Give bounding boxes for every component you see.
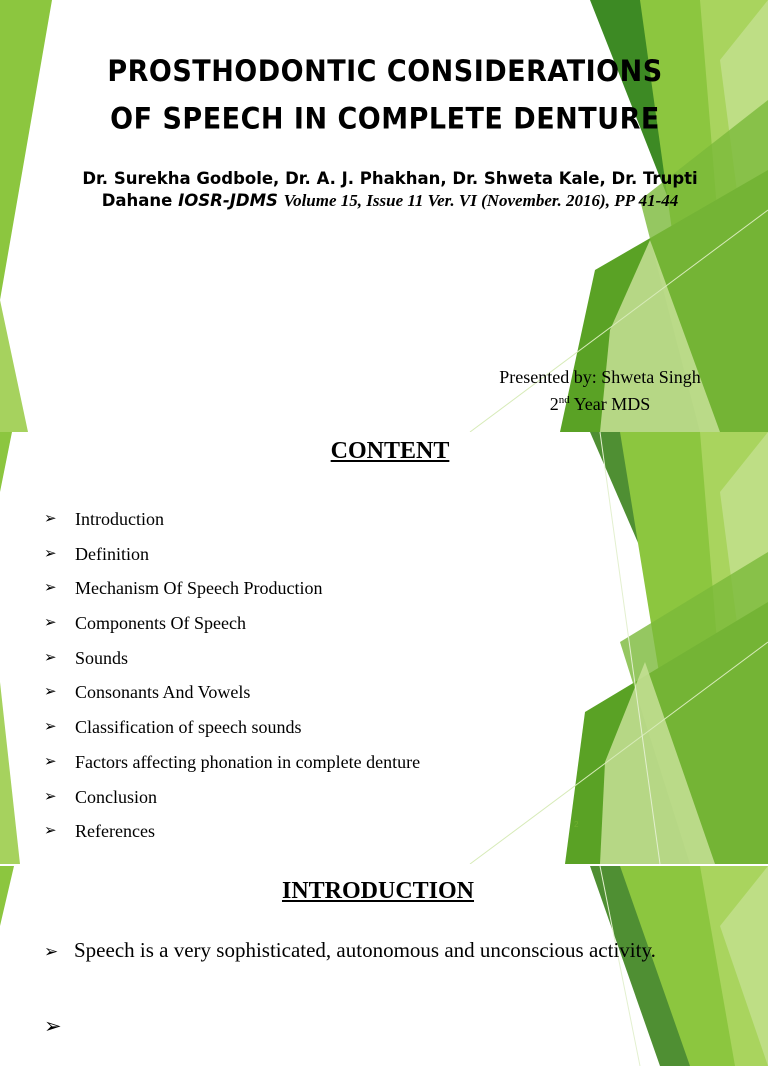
- author-last-name: Dahane: [101, 191, 173, 210]
- list-item-label: Sounds: [75, 647, 129, 668]
- list-item-label: Speech is a very sophisticated, autonomous and unconscious activity.: [74, 938, 656, 962]
- slide-title: [40, 48, 730, 143]
- presenter-year: [470, 389, 730, 416]
- slide-title-line-1: PROSTHODONTIC CONSIDERATIONS: [107, 54, 663, 89]
- arrow-bullet-icon: ➢: [44, 753, 57, 770]
- list-item-label: Classification of speech sounds: [75, 717, 302, 738]
- arrow-bullet-icon: ➢: [44, 719, 57, 736]
- list-item-label: References: [75, 821, 155, 842]
- presenter-info: [470, 366, 730, 416]
- list-item-label: Factors affecting phonation in complete denture: [75, 751, 421, 772]
- journal-name: IOSR-JDMS: [178, 191, 278, 210]
- authors-line-2: [40, 190, 740, 212]
- slide-title-line-2: OF SPEECH IN COMPLETE DENTURE: [110, 102, 660, 136]
- list-item-label: Consonants And Vowels: [75, 682, 251, 703]
- arrow-bullet-icon: ➢: [44, 615, 57, 632]
- arrow-bullet-icon: ➢: [44, 942, 59, 961]
- arrow-bullet-icon: ➢: [44, 580, 57, 597]
- page-number: 2: [574, 820, 579, 829]
- authors-line-1: Dr. Surekha Godbole, Dr. A. J. Phakhan, Dr. Shweta Kale, Dr. Trupti: [82, 169, 698, 188]
- list-item: [44, 679, 420, 714]
- list-item: [44, 645, 420, 680]
- arrow-bullet-icon: ➢: [44, 1014, 62, 1038]
- year-number: 2: [549, 394, 559, 414]
- arrow-bullet-icon: ➢: [44, 649, 57, 666]
- list-item: [44, 714, 420, 749]
- list-item: [44, 749, 420, 784]
- introduction-heading: INTRODUCTION: [281, 878, 475, 904]
- list-item: [44, 938, 656, 966]
- year-superscript: nd: [558, 394, 570, 406]
- authors-citation: [40, 168, 740, 212]
- arrow-bullet-icon: ➢: [44, 788, 57, 805]
- list-item: [44, 610, 420, 645]
- list-item: [44, 818, 420, 853]
- list-item: [44, 541, 420, 576]
- list-item-label: Introduction: [75, 509, 164, 529]
- presented-by: Presented by: Shweta Singh: [499, 367, 701, 387]
- list-item-label: Conclusion: [75, 786, 158, 807]
- journal-citation: Volume 15, Issue 11 Ver. VI (November. 2016), PP 41-44: [283, 191, 679, 210]
- arrow-bullet-icon: ➢: [44, 684, 57, 701]
- list-item-label: Components Of Speech: [75, 613, 246, 634]
- list-item: [44, 575, 420, 610]
- title-slide: [0, 0, 768, 432]
- year-label: Year MDS: [569, 394, 651, 414]
- arrow-bullet-icon: ➢: [44, 823, 57, 840]
- content-slide: [0, 432, 768, 864]
- list-item: [44, 506, 420, 541]
- list-item-label: Definition: [75, 543, 149, 564]
- content-heading: CONTENT: [330, 438, 450, 464]
- content-list: [44, 506, 420, 853]
- arrow-bullet-icon: ➢: [44, 545, 57, 562]
- introduction-slide: [0, 866, 768, 1066]
- list-item: [44, 784, 420, 819]
- list-item-label: Mechanism Of Speech Production: [75, 578, 323, 599]
- arrow-bullet-icon: ➢: [44, 511, 57, 527]
